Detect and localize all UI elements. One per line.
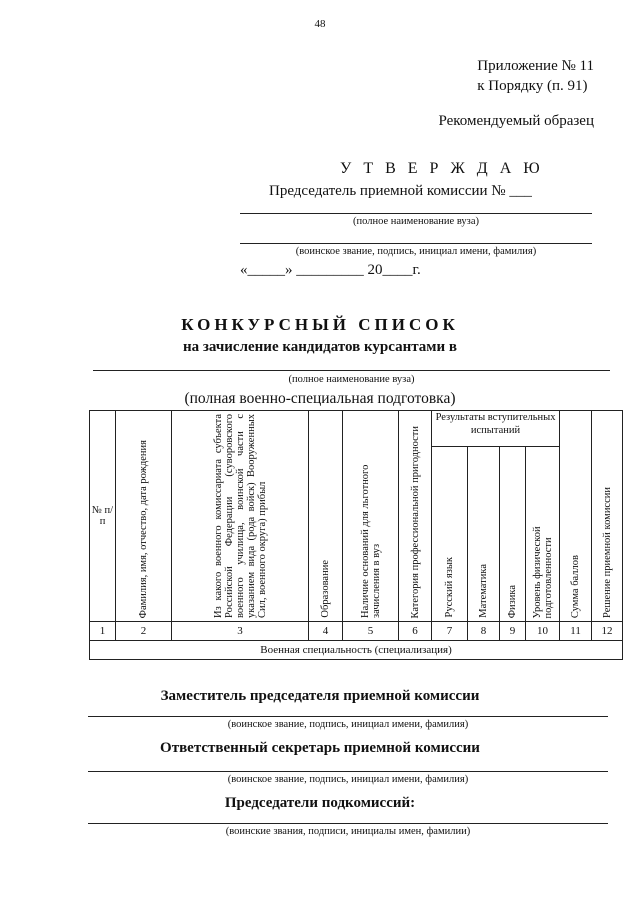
- column-header-total-score-label: Сумма баллов: [570, 554, 582, 618]
- appendix-number: Приложение № 11: [477, 58, 594, 74]
- university-name-line: [240, 213, 592, 214]
- subcommittee-chairs-title: Председатели подкомиссий:: [224, 795, 416, 811]
- column-header-education: [309, 411, 343, 622]
- column-header-physics-label: Физика: [507, 584, 518, 618]
- document-subtitle: на зачисление кандидатов курсантами в: [183, 339, 457, 355]
- appendix-procedure: к Порядку (п. 91): [477, 78, 588, 94]
- appendix-reference: [477, 56, 594, 96]
- column-number: 12: [592, 622, 623, 641]
- commission-chair-label: Председатель приемной комиссии № ___: [269, 183, 532, 199]
- column-header-origin-label: Из какого военного комиссариата субъекта Российской Федерации (суворовского военного училища, воинской части с указанием вида (рода войск) Вооруженных Сил, военного округа) прибыл: [212, 414, 268, 618]
- approve-heading: У Т В Е Р Ж Д А Ю: [340, 160, 544, 177]
- column-header-benefits-label: Наличие оснований для льготного зачисления в вуз: [359, 464, 382, 618]
- deputy-chair-title: Заместитель председателя приемной комиссии: [160, 688, 480, 704]
- university-name-caption: (полное наименование вуза): [353, 216, 479, 227]
- column-header-decision-label: Решение приемной комиссии: [601, 487, 613, 618]
- executive-secretary-caption: (воинское звание, подпись, инициал имени, фамилия): [227, 774, 469, 785]
- chair-signature-line: [240, 243, 592, 244]
- deputy-chair-signature-line: [88, 716, 608, 717]
- page-number: 48: [314, 18, 326, 30]
- approval-date: «_____» _________ 20____г.: [240, 262, 421, 278]
- column-header-russian: [432, 446, 468, 622]
- chair-signature-caption: (воинское звание, подпись, инициал имени, фамилия): [295, 246, 537, 257]
- subcommittee-chairs-signature-line: [88, 823, 608, 824]
- column-number: 2: [116, 622, 172, 641]
- column-header-decision: [592, 411, 623, 622]
- column-number: 4: [309, 622, 343, 641]
- document-university-line: [93, 370, 610, 371]
- column-number: 11: [560, 622, 592, 641]
- column-group-exam-results-label: Результаты вступительных испытаний: [435, 412, 556, 436]
- column-header-full-name-label: Фамилия, имя, отчество, дата рождения: [138, 439, 149, 618]
- executive-secretary-title: Ответственный секретарь приемной комиссии: [160, 740, 480, 756]
- recommended-sample-label: Рекомендуемый образец: [438, 113, 594, 129]
- column-number: 10: [526, 622, 560, 641]
- column-header-benefits: [343, 411, 399, 622]
- column-group-exam-results: [432, 411, 560, 447]
- column-number: 7: [432, 622, 468, 641]
- column-header-fitness-category-label: Категория профессиональной пригодности: [409, 425, 421, 618]
- deputy-chair-caption: (воинское звание, подпись, инициал имени, фамилия): [227, 719, 469, 730]
- contest-table: [89, 410, 623, 660]
- column-header-education-label: Образование: [320, 560, 331, 618]
- column-number: 3: [172, 622, 309, 641]
- column-header-number: [90, 411, 116, 622]
- column-number: 5: [343, 622, 399, 641]
- military-specialty-row: Военная специальность (специализация): [90, 641, 623, 660]
- column-numbers-row: [90, 622, 623, 641]
- column-header-origin: [172, 411, 309, 622]
- column-number: 1: [90, 622, 116, 641]
- column-header-total-score: [560, 411, 592, 622]
- column-header-number-label: № п/п: [91, 505, 114, 527]
- column-header-math-label: Математика: [478, 564, 489, 618]
- column-header-full-name: [116, 411, 172, 622]
- document-university-caption: (полное наименование вуза): [288, 374, 415, 385]
- column-header-russian-label: Русский язык: [444, 557, 455, 618]
- column-number: 8: [468, 622, 500, 641]
- column-number: 9: [500, 622, 526, 641]
- subcommittee-chairs-caption: (воинские звания, подписи, инициалы имен, фамилии): [225, 826, 471, 837]
- executive-secretary-signature-line: [88, 771, 608, 772]
- column-header-physics: [500, 446, 526, 622]
- column-number: 6: [399, 622, 432, 641]
- column-header-math: [468, 446, 500, 622]
- column-header-physical-training-label: Уровень физической подготовленности: [531, 525, 554, 618]
- document-title: КОНКУРСНЫЙ СПИСОК: [181, 315, 459, 334]
- column-header-fitness-category: [399, 411, 432, 622]
- column-header-physical-training: [526, 446, 560, 622]
- training-label: (полная военно-специальная подготовка): [184, 390, 456, 407]
